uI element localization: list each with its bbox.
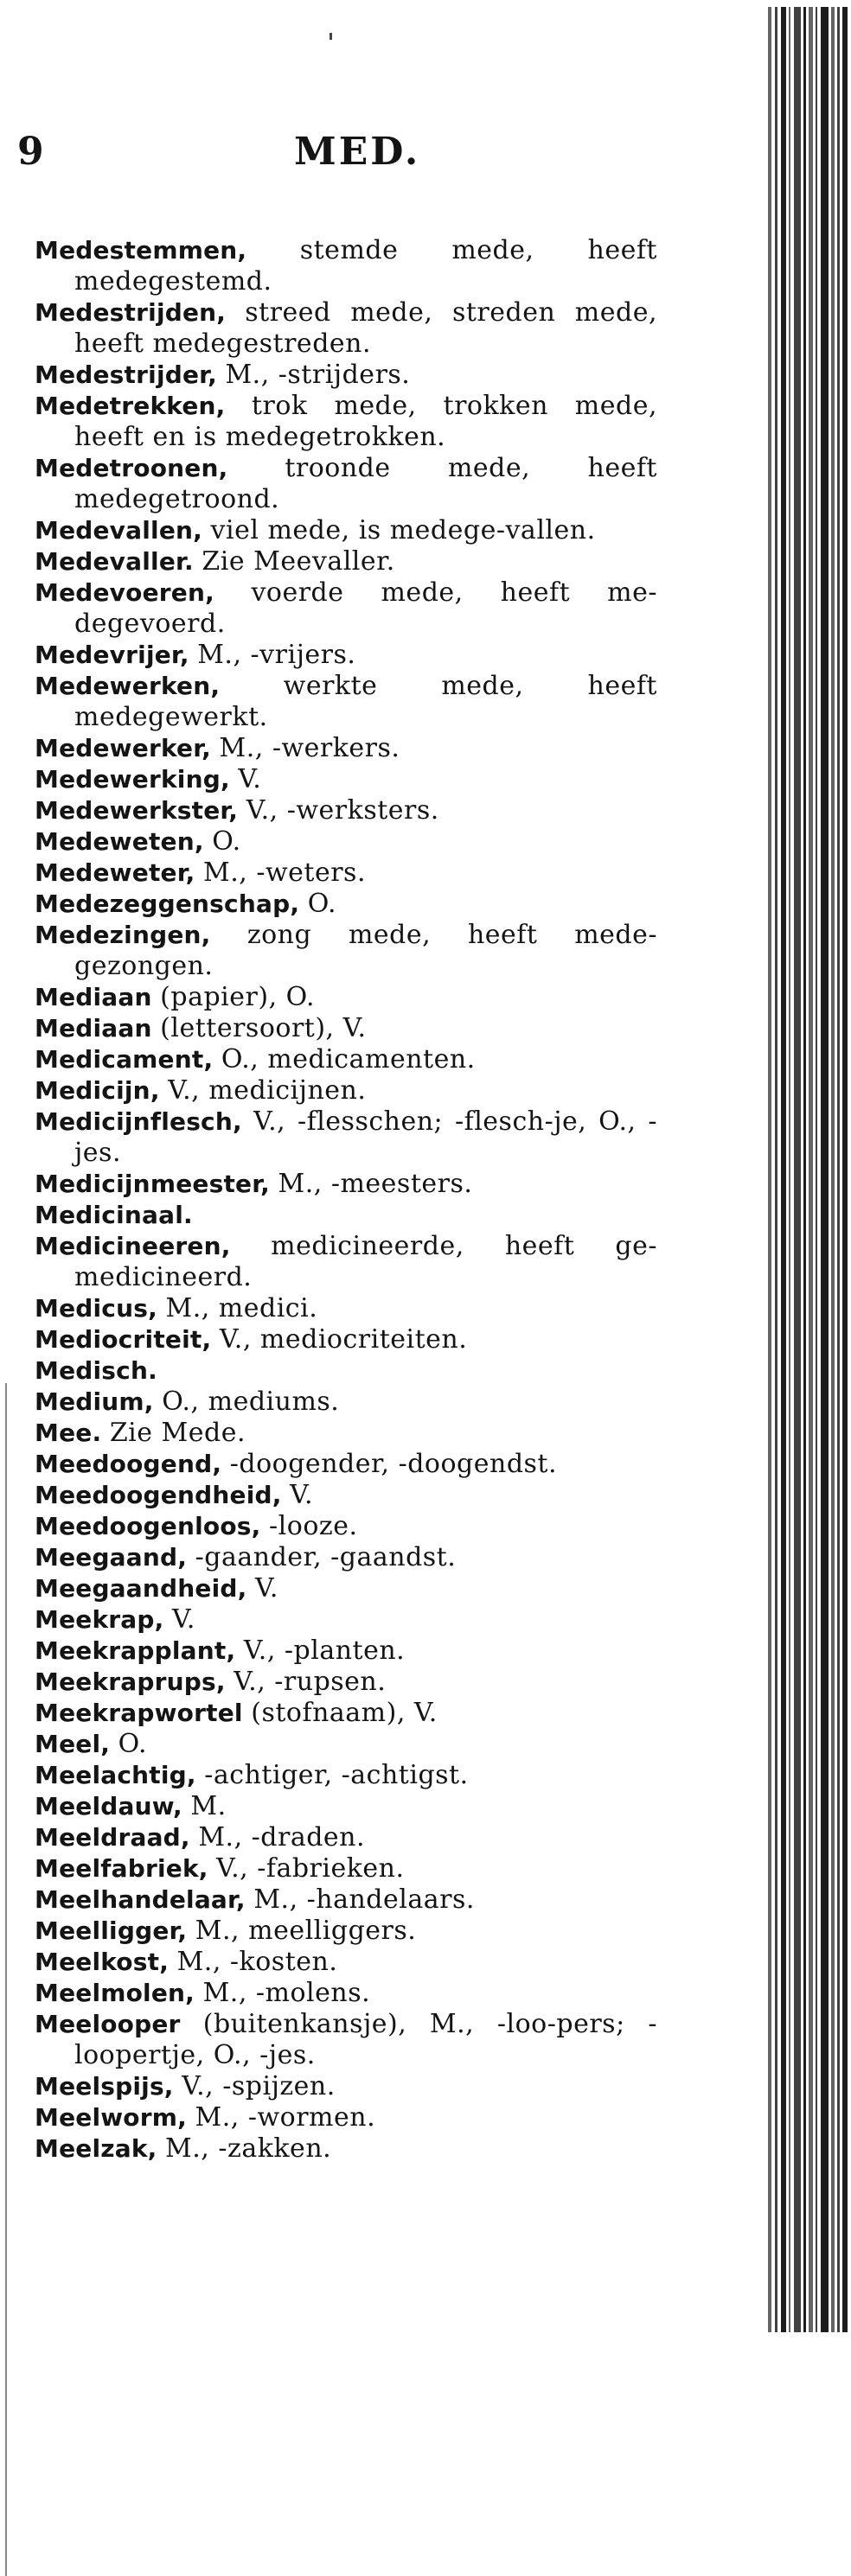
dictionary-entry [35,1542,657,1573]
entry-definition: troonde mede, heeft medegetroond. [74,453,657,514]
entry-definition: O. [307,889,337,919]
dictionary-entry [35,1044,657,1075]
dictionary-entry [35,1760,657,1791]
dictionary-entry [35,1604,657,1636]
entry-definition: V. [172,1604,195,1635]
dictionary-entry [35,1106,657,1169]
dictionary-entry [35,889,657,920]
entry-headword: Medicijnmeester, [35,1170,270,1198]
dictionary-entry [35,795,657,826]
dictionary-entry [35,391,657,453]
entry-headword: Meegaandheid, [35,1574,247,1603]
entry-definition: O., medicamenten. [221,1044,476,1074]
entry-headword: Meelmolen, [35,1979,195,2007]
entry-headword: Medestemmen, [35,236,247,265]
entry-definition: M., -draden. [198,1822,366,1852]
dictionary-entry [35,515,657,546]
entry-headword: Meelzak, [35,2134,157,2163]
entry-headword: Medewerker, [35,734,211,762]
entry-headword: Medezeggenschap, [35,889,300,918]
entry-definition: Zie Mede. [109,1418,246,1448]
entry-headword: Meelkost, [35,1948,170,1976]
entry-headword: Medevoeren, [35,578,214,607]
dictionary-entry [35,1978,657,2009]
entry-definition: M., -molens. [202,1978,371,2008]
dictionary-entry [35,1636,657,1667]
entry-headword: Medevrijer, [35,641,189,669]
entry-definition: stemde mede, heeft medegestemd. [74,235,657,296]
dictionary-entry [35,2071,657,2102]
dictionary-entry [35,982,657,1013]
dictionary-entry [35,235,657,297]
entry-headword: Medevallen, [35,516,202,545]
dictionary-entry [35,453,657,515]
entry-headword: Medicineeren, [35,1232,231,1260]
entry-headword: Meelligger, [35,1916,188,1945]
entry-headword: Medium, [35,1387,154,1416]
entry-headword: Medewerken, [35,672,221,700]
scan-speck [330,33,332,40]
dictionary-entry [35,1200,657,1231]
entry-headword: Medevaller. [35,547,194,576]
dictionary-entry [35,826,657,858]
entry-headword: Mediocriteit, [35,1325,212,1354]
entry-definition: trok mede, trokken mede, heeft en is medegetrokken. [74,391,657,452]
binding-stripe [809,7,813,2332]
entry-headword: Medeweter, [35,858,195,887]
binding-stripe [794,7,801,2332]
entry-definition: (stofnaam), V. [251,1698,438,1728]
entry-headword: Medicament, [35,1045,214,1074]
entry-headword: Meelachtig, [35,1761,196,1789]
entry-definition: viel mede, is medege-vallen. [210,515,596,545]
dictionary-entry [35,2133,657,2165]
binding-stripe [816,7,817,2332]
dictionary-entry [35,1231,657,1293]
entry-definition: M. [190,1791,227,1821]
entry-headword: Medicinaal. [35,1201,193,1229]
binding-stripe [775,7,777,2332]
entry-headword: Meedoogenloos, [35,1512,261,1540]
entry-definition: V. [238,764,262,794]
entry-headword: Meeldauw, [35,1792,182,1820]
entry-headword: Meelworm, [35,2103,187,2132]
dictionary-entry [35,1013,657,1044]
entry-definition: M., meelliggers. [195,1916,417,1946]
dictionary-entry [35,1324,657,1355]
entry-headword: Mediaan [35,983,152,1011]
entry-headword: Meelfabriek, [35,1854,208,1883]
entry-headword: Medezingen, [35,921,211,949]
entry-definition: V., mediocriteiten. [219,1324,468,1355]
entry-headword: Mee. [35,1419,102,1447]
dictionary-entry [35,1884,657,1916]
dictionary-entry [35,577,657,640]
entry-headword: Meeldraad, [35,1823,190,1852]
page-number: 9 [17,130,45,174]
margin-rule [5,1383,7,2576]
entry-headword: Meelspijs, [35,2072,174,2101]
entry-definition: M., -kosten. [176,1947,338,1977]
entry-definition: M., -zakken. [165,2133,332,2164]
entry-definition: (papier), O. [160,982,316,1012]
entry-definition: V. [255,1573,278,1604]
entry-headword: Meelhandelaar, [35,1885,246,1914]
dictionary-entry [35,764,657,795]
entry-headword: Medicijnflesch, [35,1107,242,1136]
dictionary-entry [35,1853,657,1884]
dictionary-entry [35,1449,657,1480]
dictionary-entry [35,640,657,671]
entry-headword: Meekrap, [35,1605,164,1634]
dictionary-entry [35,2009,657,2071]
binding-stripe [837,7,840,2332]
entry-definition: O., mediums. [162,1387,340,1417]
dictionary-entry [35,1293,657,1324]
entry-headword: Medisch. [35,1356,157,1385]
entry-definition: (lettersoort), V. [160,1013,367,1043]
dictionary-entry [35,1511,657,1542]
entry-headword: Medewerkster, [35,796,239,825]
binding-stripe [821,7,829,2332]
entry-headword: Medicus, [35,1294,157,1323]
dictionary-entry [35,1418,657,1449]
entry-definition: werkte mede, heeft medegewerkt. [74,671,657,732]
dictionary-entry [35,1822,657,1853]
dictionary-entry [35,1916,657,1947]
entry-definition: -doogender, -doogendst. [229,1449,558,1479]
entry-definition: V., -spijzen. [182,2071,336,2101]
entry-definition: streed mede, streden mede, heeft medegestreden. [74,297,657,359]
entry-definition: Zie Meevaller. [202,546,395,577]
dictionary-entry [35,671,657,733]
entry-definition: medicineerde, heeft ge-medicineerd. [74,1231,657,1292]
dictionary-entries [35,235,657,2165]
entry-definition: -gaander, -gaandst. [195,1542,457,1572]
entry-definition: V., -flesschen; -flesch-je, O., -jes. [74,1106,657,1168]
binding-stripe [781,7,786,2332]
entry-headword: Meedoogend, [35,1450,222,1478]
entry-headword: Meekrapwortel [35,1699,243,1727]
binding-stripe [831,7,835,2332]
dictionary-entry [35,360,657,391]
dictionary-entry [35,1791,657,1822]
entry-headword: Medewerking, [35,765,230,794]
dictionary-entry [35,1169,657,1200]
entry-definition: M., -werkers. [219,733,400,763]
entry-definition: -achtiger, -achtigst. [204,1760,469,1790]
entry-definition: M., -strijders. [225,360,411,390]
entry-definition: M., -weters. [203,858,366,888]
binding-stripe [842,7,848,2332]
entry-headword: Meelooper [35,2010,181,2038]
entry-definition: V., -werksters. [246,795,439,826]
dictionary-entry [35,1729,657,1760]
entry-definition: V., -planten. [243,1636,406,1666]
entry-headword: Medetroonen, [35,454,228,482]
entry-headword: Meekrapplant, [35,1636,236,1665]
entry-definition: (buitenkansje), M., -loo-pers; -loopertje, O., -jes. [74,2009,657,2070]
entry-definition: O. [118,1729,147,1759]
entry-definition: V., -rupsen. [234,1667,387,1697]
entry-definition: M., -meesters. [278,1169,473,1199]
dictionary-entry [35,1573,657,1604]
binding-stripe [768,7,771,2332]
entry-headword: Medeweten, [35,827,204,856]
entry-headword: Meel, [35,1730,111,1758]
entry-definition: V., -fabrieken. [216,1853,405,1884]
dictionary-entry [35,546,657,577]
entry-definition: M., -handelaars. [253,1884,475,1915]
entry-headword: Medicijn, [35,1076,160,1105]
dictionary-entry [35,2102,657,2133]
entry-definition: V. [290,1480,314,1510]
entry-definition: O. [212,826,241,857]
running-head: MED. [294,130,421,174]
entry-headword: Medestrijder, [35,360,217,389]
binding-stripe [803,7,806,2332]
dictionary-entry [35,1698,657,1729]
entry-definition: zong mede, heeft mede-gezongen. [74,920,657,981]
entry-headword: Meegaand, [35,1543,188,1572]
dictionary-entry [35,1667,657,1698]
binding-stripe [789,7,790,2332]
entry-headword: Mediaan [35,1014,152,1043]
entry-definition: -looze. [269,1511,358,1541]
dictionary-entry [35,1355,657,1387]
entry-headword: Meekraprups, [35,1667,226,1696]
entry-definition: M., medici. [165,1293,318,1323]
dictionary-entry [35,1387,657,1418]
dictionary-entry [35,297,657,360]
entry-definition: voerde mede, heeft me-degevoerd. [74,577,657,639]
dictionary-entry [35,1480,657,1511]
entry-headword: Meedoogendheid, [35,1481,282,1509]
entry-headword: Medetrekken, [35,392,226,420]
entry-headword: Medestrijden, [35,298,227,327]
dictionary-entry [35,1947,657,1978]
entry-definition: V., medicijnen. [168,1075,367,1106]
entry-definition: M., -vrijers. [197,640,356,670]
dictionary-entry [35,858,657,889]
dictionary-entry [35,733,657,764]
entry-definition: M., -wormen. [195,2102,376,2133]
dictionary-entry [35,1075,657,1106]
dictionary-entry [35,920,657,982]
